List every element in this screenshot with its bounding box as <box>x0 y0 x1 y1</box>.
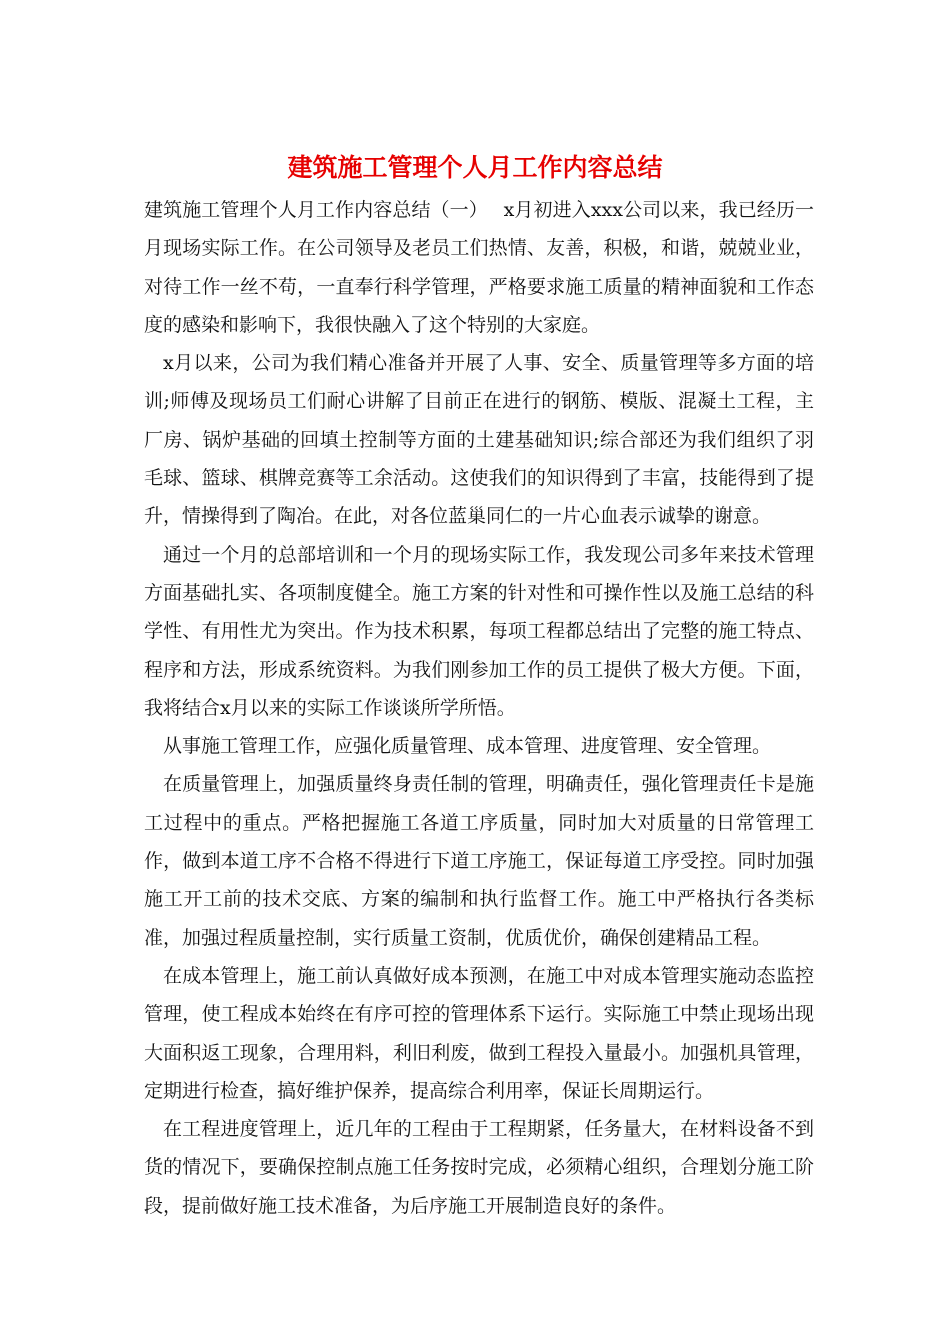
document-title: 建筑施工管理个人月工作内容总结 <box>287 153 663 182</box>
paragraph-quality-management: 在质量管理上，加强质量终身责任制的管理，明确责任，强化管理责任卡是施工过程中的重点。严格把握施工各道工序质量，同时加大对质量的日常管理工作，做到本道工序不合格不得进行下道工序施工，保证每道工序受控。同时加强施工开工前的技术交底、方案的编制和执行监督工作。施工中严格执行各类标准，加强过程质量控制，实行质量工资制，优质优价，确保创建精品工程。 <box>144 773 814 949</box>
paragraph-intro: 建筑施工管理个人月工作内容总结（一） x月初进入xxx公司以来，我已经历一月现场实际工作。在公司领导及老员工们热情、友善，积极，和谐，兢兢业业，对待工作一丝不苟，一直奉行科学管理，严格要求施工质量的精神面貌和工作态度的感染和影响下，我很快融入了这个特别的大家庭。 <box>144 199 814 336</box>
document-body <box>144 191 814 1225</box>
paragraph-observations: 通过一个月的总部培训和一个月的现场实际工作，我发现公司多年来技术管理方面基础扎实、各项制度健全。施工方案的针对性和可操作性以及施工总结的科学性、有用性尤为突出。作为技术积累，每项工程都总结出了完整的施工特点、程序和方法，形成系统资料。为我们刚参加工作的员工提供了极大方便。下面，我将结合x月以来的实际工作谈谈所学所悟。 <box>144 543 814 719</box>
paragraph-training: x月以来，公司为我们精心准备并开展了人事、安全、质量管理等多方面的培训;师傅及现场员工们耐心讲解了目前正在进行的钢筋、模版、混凝土工程，主厂房、锅炉基础的回填土控制等方面的土建基础知识;综合部还为我们组织了羽毛球、篮球、棋牌竞赛等工余活动。这使我们的知识得到了丰富，技能得到了提升，情操得到了陶冶。在此，对各位蓝巢同仁的一片心血表示诚挚的谢意。 <box>144 352 814 528</box>
paragraph-schedule-management: 在工程进度管理上，近几年的工程由于工程期紧，任务量大，在材料设备不到货的情况下，要确保控制点施工任务按时完成，必须精心组织，合理划分施工阶段，提前做好施工技术准备，为后序施工开展制造良好的条件。 <box>144 1118 814 1217</box>
paragraph-management-areas: 从事施工管理工作，应强化质量管理、成本管理、进度管理、安全管理。 <box>163 735 772 758</box>
paragraph-cost-management: 在成本管理上，施工前认真做好成本预测，在施工中对成本管理实施动态监控管理，使工程成本始终在有序可控的管理体系下运行。实际施工中禁止现场出现大面积返工现象，合理用料，利旧利废，做到工程投入量最小。加强机具管理，定期进行检查，搞好维护保养，提高综合利用率，保证长周期运行。 <box>144 964 814 1102</box>
